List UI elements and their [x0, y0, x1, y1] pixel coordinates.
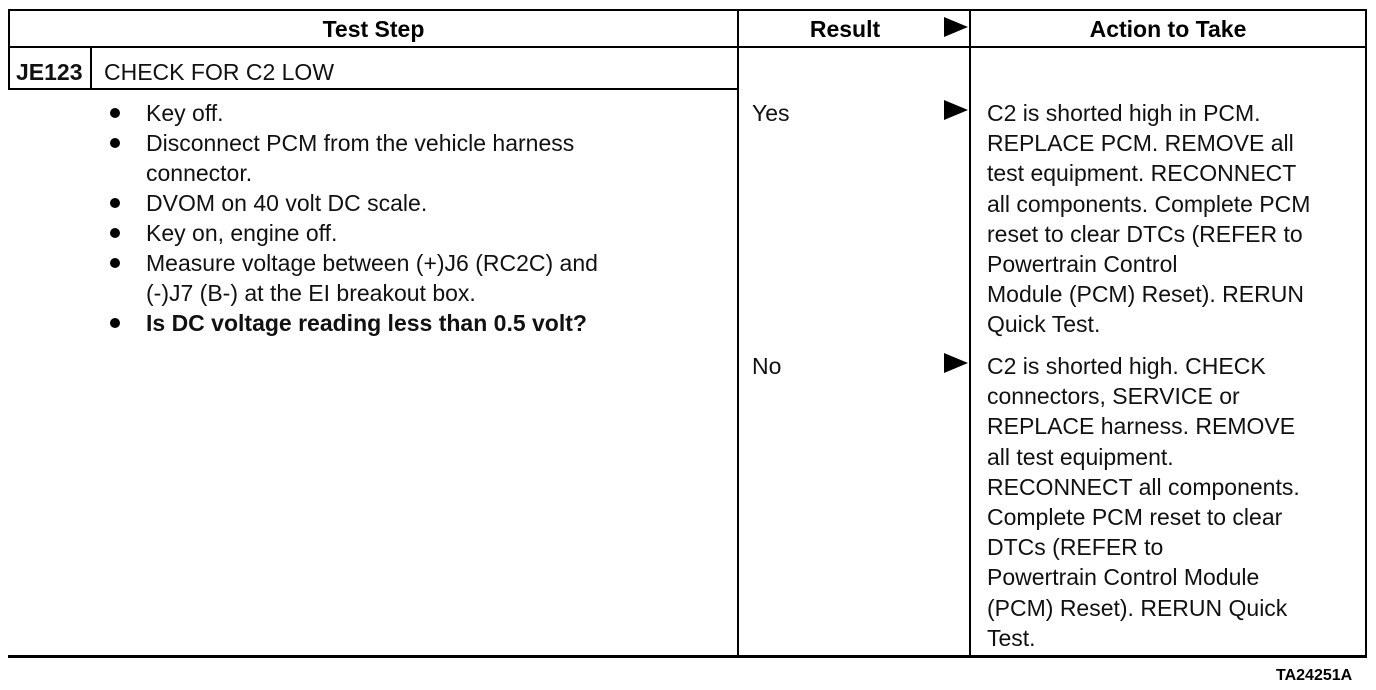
result-no: No	[752, 353, 782, 379]
result-yes: Yes	[752, 100, 790, 126]
bullet-text: Disconnect PCM from the vehicle harness	[146, 130, 575, 156]
step-box-left-border	[8, 47, 10, 90]
bullet-dot-icon	[110, 228, 120, 238]
action-line: Test.	[987, 624, 1036, 651]
bullet-dot-icon	[110, 108, 120, 118]
action-line: Powertrain Control	[987, 251, 1178, 278]
action-line: C2 is shorted high. CHECK	[987, 353, 1266, 379]
action-line: Powertrain Control Module	[987, 564, 1260, 591]
action-line: C2 is shorted high in PCM.	[987, 100, 1261, 126]
action-line: Module (PCM) Reset). RERUN	[987, 281, 1304, 308]
header-bottom-rule	[8, 46, 1367, 48]
action-no	[987, 351, 1300, 653]
bullet-text-continuation: (-)J7 (B-) at the EI breakout box.	[146, 280, 476, 306]
step-title-divider	[90, 47, 92, 89]
header-result: Result	[809, 16, 881, 42]
action-line: all test equipment.	[987, 443, 1174, 470]
column-divider-result-action	[969, 9, 971, 657]
table-top-border	[8, 9, 1367, 11]
header-action-to-take: Action to Take	[1089, 16, 1247, 42]
right-triangle-icon	[944, 17, 968, 37]
bullet-text: Key on, engine off.	[146, 220, 338, 246]
action-line: DTCs (REFER to	[987, 534, 1164, 561]
action-line: (PCM) Reset). RERUN Quick	[987, 594, 1288, 621]
action-line: test equipment. RECONNECT	[987, 160, 1297, 187]
action-line: all components. Complete PCM	[987, 190, 1311, 217]
bullet-dot-icon	[110, 198, 120, 208]
bullet-question: Is DC voltage reading less than 0.5 volt?	[146, 310, 587, 336]
action-yes	[987, 98, 1310, 340]
figure-id: TA24251A	[1276, 667, 1353, 684]
action-line: Complete PCM reset to clear	[987, 504, 1283, 531]
header-test-step: Test Step	[322, 16, 425, 42]
action-line: REPLACE harness. REMOVE	[987, 413, 1296, 440]
bullet-text: DVOM on 40 volt DC scale.	[146, 190, 428, 216]
step-title: CHECK FOR C2 LOW	[104, 59, 335, 85]
bullet-dot-icon	[110, 258, 120, 268]
action-line: RECONNECT all components.	[987, 473, 1300, 500]
right-triangle-icon	[944, 100, 968, 120]
bullet-text: Key off.	[146, 100, 224, 126]
bullet-text: Measure voltage between (+)J6 (RC2C) and	[146, 250, 598, 276]
bullet-text-continuation: connector.	[146, 160, 253, 186]
bullet-dot-icon	[110, 138, 120, 148]
column-divider-step-result	[737, 9, 739, 657]
step-id: JE123	[16, 59, 83, 85]
table-bottom-border	[8, 655, 1367, 658]
bullet-dot-icon	[110, 318, 120, 328]
action-line: Quick Test.	[987, 311, 1101, 338]
action-line: reset to clear DTCs (REFER to	[987, 220, 1303, 247]
action-line: REPLACE PCM. REMOVE all	[987, 130, 1294, 157]
step-title-bottom-rule	[8, 88, 738, 90]
right-triangle-icon	[944, 353, 968, 373]
action-line: connectors, SERVICE or	[987, 383, 1240, 410]
table-right-border	[1365, 9, 1367, 657]
